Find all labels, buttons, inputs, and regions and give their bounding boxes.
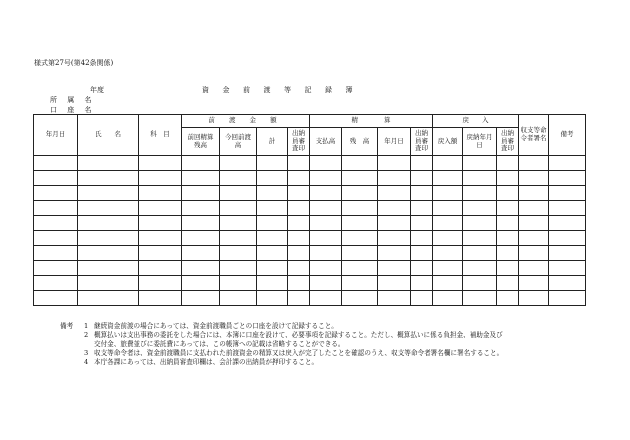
ledger-cell[interactable] [433,231,463,246]
ledger-cell[interactable] [78,231,139,246]
ledger-cell[interactable] [310,246,342,261]
ledger-cell[interactable] [257,156,288,171]
ledger-cell[interactable] [378,246,411,261]
col-remarks: 備考 [549,115,586,156]
ledger-row [34,216,586,231]
col-settle-date: 年月日 [378,128,411,156]
ledger-cell[interactable] [342,276,378,291]
col-this-advance: 今回前渡高 [220,128,257,156]
ledger-cell[interactable] [549,156,586,171]
ledger-cell[interactable] [342,216,378,231]
note-text: 本庁各課にあっては、出納員審査印欄は、会計課の出納員が押印すること。 [94,357,319,366]
note-number: 1 [84,322,89,330]
ledger-cell[interactable] [497,276,519,291]
ledger-cell[interactable] [342,156,378,171]
ledger-cell[interactable] [342,201,378,216]
note-row [60,349,503,358]
ledger-cell[interactable] [257,291,288,306]
ledger-cell[interactable] [34,246,78,261]
ledger-row [34,201,586,216]
ledger-cell[interactable] [463,276,497,291]
ledger-cell[interactable] [463,201,497,216]
ledger-row [34,246,586,261]
ledger-cell[interactable] [463,186,497,201]
ledger-cell[interactable] [220,291,257,306]
note-text: 継続資金前渡の場合にあっては、資金前渡職員ごとの口座を設けて記録すること。 [94,322,338,330]
ledger-cell[interactable] [78,246,139,261]
ledger-cell[interactable] [220,171,257,186]
note-row [60,340,503,349]
ledger-cell[interactable] [519,201,549,216]
col-prev-balance: 前回精算残高 [182,128,220,156]
ledger-cell[interactable] [549,261,586,276]
ledger-cell[interactable] [463,261,497,276]
col-group-settlement: 精 算 [310,115,433,128]
ledger-cell[interactable] [411,186,433,201]
ledger-cell[interactable] [519,291,549,306]
ledger-cell[interactable] [310,156,342,171]
col-group-advance: 前 渡 金 額 [182,115,310,128]
ledger-cell[interactable] [549,291,586,306]
ledger-cell[interactable] [310,201,342,216]
ledger-cell[interactable] [78,261,139,276]
ledger-cell[interactable] [433,291,463,306]
ledger-cell[interactable] [433,186,463,201]
ledger-row [34,291,586,306]
ledger-cell[interactable] [497,231,519,246]
note-row [60,331,503,340]
ledger-row [34,171,586,186]
col-return-amount: 戻入額 [433,128,463,156]
note-number: 4 [84,357,89,366]
ledger-cell[interactable] [182,261,220,276]
notes-label: 備考 [60,322,74,330]
ledger-cell[interactable] [342,186,378,201]
ledger-cell[interactable] [411,216,433,231]
ledger-cell[interactable] [34,291,78,306]
ledger-cell[interactable] [519,156,549,171]
ledger-cell[interactable] [34,171,78,186]
ledger-cell[interactable] [411,231,433,246]
col-auditor-seal-2: 出納員審査印 [411,128,433,156]
ledger-cell[interactable] [182,156,220,171]
ledger-cell[interactable] [378,291,411,306]
ledger-cell[interactable] [34,186,78,201]
ledger-cell[interactable] [288,276,310,291]
ledger-cell[interactable] [433,216,463,231]
ledger-cell[interactable] [288,156,310,171]
ledger-cell[interactable] [257,171,288,186]
ledger-cell[interactable] [139,156,182,171]
ledger-cell[interactable] [139,291,182,306]
ledger-cell[interactable] [288,261,310,276]
ledger-cell[interactable] [433,246,463,261]
ledger-cell[interactable] [497,171,519,186]
ledger-cell[interactable] [257,216,288,231]
ledger-cell[interactable] [139,276,182,291]
ledger-cell[interactable] [411,291,433,306]
ledger-cell[interactable] [463,291,497,306]
note-number: 3 [84,348,89,357]
ledger-cell[interactable] [463,156,497,171]
form-number: 様式第27号(第42条関係) [34,59,114,67]
ledger-cell[interactable] [139,261,182,276]
ledger-cell[interactable] [378,186,411,201]
ledger-row [34,261,586,276]
ledger-cell[interactable] [378,231,411,246]
ledger-cell[interactable] [497,261,519,276]
col-return-date: 戻納年月日 [463,128,497,156]
ledger-cell[interactable] [310,231,342,246]
ledger-cell[interactable] [463,171,497,186]
notes-section [60,322,503,366]
ledger-cell[interactable] [182,276,220,291]
fiscal-year-label: 年度 [90,86,104,94]
ledger-row [34,156,586,171]
ledger-cell[interactable] [519,186,549,201]
ledger-cell[interactable] [288,231,310,246]
ledger-cell[interactable] [257,186,288,201]
ledger-cell[interactable] [310,261,342,276]
ledger-cell[interactable] [549,246,586,261]
ledger-cell[interactable] [497,216,519,231]
ledger-cell[interactable] [78,291,139,306]
ledger-cell[interactable] [139,246,182,261]
ledger-cell[interactable] [78,201,139,216]
ledger-cell[interactable] [220,276,257,291]
col-date: 年月日 [34,115,78,156]
col-payment-amount: 支払高 [310,128,342,156]
note-text: 概算払いは支出事務の委託をした場合には、本簿に口座を設けて、必要事項を記録すること。ただし、概算払いに係る負担金、補助金及び [94,330,503,339]
account-label: 口 座 名 [50,106,96,114]
ledger-cell[interactable] [519,276,549,291]
ledger-cell[interactable] [288,291,310,306]
ledger-cell[interactable] [310,216,342,231]
ledger-cell[interactable] [497,156,519,171]
ledger-cell[interactable] [411,156,433,171]
ledger-cell[interactable] [463,246,497,261]
document-title: 資金前渡等記録簿 [202,86,366,94]
ledger-cell[interactable] [34,276,78,291]
ledger-cell[interactable] [220,156,257,171]
ledger-cell[interactable] [139,186,182,201]
ledger-row [34,186,586,201]
ledger-cell[interactable] [78,276,139,291]
ledger-cell[interactable] [288,201,310,216]
ledger-cell[interactable] [549,231,586,246]
col-total: 計 [257,128,288,156]
note-number: 2 [84,330,89,339]
ledger-cell[interactable] [463,216,497,231]
ledger-cell[interactable] [433,261,463,276]
ledger-cell[interactable] [310,276,342,291]
ledger-cell[interactable] [288,216,310,231]
ledger-cell[interactable] [342,291,378,306]
ledger-cell[interactable] [378,276,411,291]
ledger-cell[interactable] [378,171,411,186]
ledger-cell[interactable] [288,246,310,261]
ledger-cell[interactable] [497,291,519,306]
col-subject: 科 目 [139,115,182,156]
ledger-cell[interactable] [34,156,78,171]
ledger-cell[interactable] [378,156,411,171]
ledger-cell[interactable] [257,261,288,276]
ledger-cell[interactable] [497,201,519,216]
ledger-cell[interactable] [378,216,411,231]
ledger-cell[interactable] [139,171,182,186]
col-auditor-seal-3: 出納員審査印 [497,128,519,156]
ledger-cell[interactable] [411,171,433,186]
ledger-cell[interactable] [342,261,378,276]
ledger-cell[interactable] [411,261,433,276]
ledger-cell[interactable] [497,246,519,261]
ledger-cell[interactable] [519,246,549,261]
ledger-cell[interactable] [288,171,310,186]
ledger-cell[interactable] [519,171,549,186]
affiliation-label: 所 属 名 [50,96,96,104]
ledger-cell[interactable] [220,186,257,201]
ledger-cell[interactable] [549,171,586,186]
ledger-cell[interactable] [433,156,463,171]
ledger-cell[interactable] [411,246,433,261]
ledger-cell[interactable] [342,246,378,261]
ledger-cell[interactable] [182,171,220,186]
ledger-cell[interactable] [78,171,139,186]
note-number [84,340,94,349]
ledger-cell[interactable] [433,276,463,291]
ledger-cell[interactable] [220,216,257,231]
ledger-cell[interactable] [411,201,433,216]
ledger-cell[interactable] [433,171,463,186]
note-text: 収支等命令者は、資金前渡職員に支払われた前渡資金の精算又は戻入が完了したことを確認のうえ、収支等命令者署名欄に署名すること。 [94,348,504,357]
ledger-cell[interactable] [411,276,433,291]
ledger-cell[interactable] [549,186,586,201]
ledger-cell[interactable] [342,171,378,186]
ledger-cell[interactable] [220,246,257,261]
ledger-cell[interactable] [310,171,342,186]
ledger-cell[interactable] [310,291,342,306]
ledger-cell[interactable] [257,246,288,261]
ledger-cell[interactable] [549,276,586,291]
ledger-cell[interactable] [182,291,220,306]
ledger-cell[interactable] [182,216,220,231]
ledger-cell[interactable] [549,201,586,216]
ledger-cell[interactable] [139,231,182,246]
ledger-cell[interactable] [549,216,586,231]
ledger-cell[interactable] [182,246,220,261]
col-group-return: 戻 入 [433,115,519,128]
ledger-cell[interactable] [34,261,78,276]
ledger-cell[interactable] [378,201,411,216]
note-row [60,358,503,367]
ledger-cell[interactable] [139,216,182,231]
ledger-cell[interactable] [463,231,497,246]
ledger-cell[interactable] [34,231,78,246]
col-name: 氏 名 [78,115,139,156]
col-auditor-seal-1: 出納員審査印 [288,128,310,156]
ledger-cell[interactable] [182,186,220,201]
ledger-cell[interactable] [257,276,288,291]
ledger-cell[interactable] [378,261,411,276]
ledger-cell[interactable] [34,216,78,231]
ledger-cell[interactable] [310,186,342,201]
ledger-cell[interactable] [342,231,378,246]
ledger-cell[interactable] [519,231,549,246]
ledger-cell[interactable] [220,261,257,276]
ledger-cell[interactable] [78,216,139,231]
ledger-cell[interactable] [34,201,78,216]
ledger-cell[interactable] [182,231,220,246]
ledger-cell[interactable] [220,201,257,216]
ledger-cell[interactable] [182,201,220,216]
ledger-cell[interactable] [433,201,463,216]
ledger-row [34,276,586,291]
ledger-cell[interactable] [220,231,257,246]
ledger-cell[interactable] [78,156,139,171]
col-remaining: 残 高 [342,128,378,156]
ledger-cell[interactable] [257,201,288,216]
ledger-cell[interactable] [519,216,549,231]
ledger-cell[interactable] [288,186,310,201]
ledger-cell[interactable] [257,231,288,246]
note-text: 交付金、旅費並びに委託費にあっては、この帳簿への記載は省略することができる。 [94,339,345,348]
ledger-cell[interactable] [139,201,182,216]
ledger-row [34,231,586,246]
ledger-cell[interactable] [519,261,549,276]
ledger-cell[interactable] [78,186,139,201]
col-receiver-name: 収支等命令者署名 [519,115,549,156]
note-row [60,322,503,331]
ledger-table [33,114,586,306]
ledger-cell[interactable] [497,186,519,201]
